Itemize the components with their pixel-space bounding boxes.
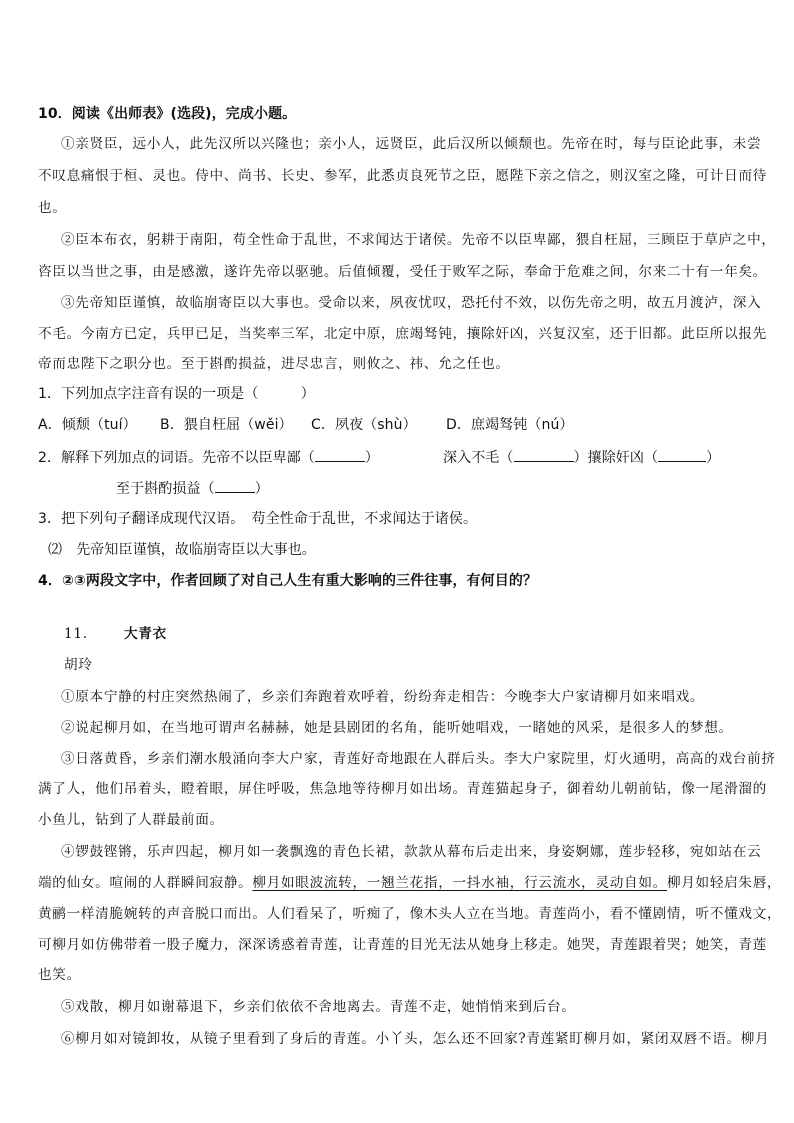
story-para-4-line-2-a: 端的仙女。喧闹的人群瞬间寂静。 <box>38 875 253 891</box>
sub-question-1-option-d: D．庶竭驽钝（nú） <box>446 417 574 433</box>
story-para-4-line-2-b: 柳月如轻启朱唇， <box>666 875 782 891</box>
sub-question-4: 4．②③两段文字中，作者回顾了对自己人生有重大影响的三件往事，有何目的？ <box>38 573 538 589</box>
story-para-3-line-3: 小鱼儿，钻到了人群最前面。 <box>38 812 224 828</box>
passage-para-1-line-2: 不叹息痛恨于桓、灵也。侍中、尚书、长史、参军，此悉贞良死节之臣，愿陛下亲之信之，则汉室之隆，可计日而待 <box>38 168 767 184</box>
sub-question-2-line-1b <box>443 447 720 467</box>
story-para-3-line-2: 满了人，他们吊着头，瞪着眼，屏住呼吸，焦急地等待柳月如出场。青莲猫起身子，御着幼儿朝前钻，像一尾滑溜的 <box>38 781 767 797</box>
question-11-number: 11. <box>64 626 88 642</box>
sub-question-1-option-b: B．猥自枉屈（wěi） <box>160 417 293 433</box>
story-para-5: ⑤戏散，柳月如谢幕退下，乡亲们依依不舍地离去。青莲不走，她悄悄来到后台。 <box>61 999 576 1015</box>
sub-question-2-line-1 <box>38 447 379 467</box>
passage-para-2-line-2: 咨臣以当世之事，由是感激，遂许先帝以驱驰。后值倾覆，受任于败军之际，奉命于危难之间，尔来二十有一年矣。 <box>38 264 767 280</box>
sub-question-2-item-2: 深入不毛（ <box>443 450 514 466</box>
answer-blank-1[interactable] <box>315 447 365 462</box>
story-para-4-line-4: 可柳月如仿佛带着一股子魔力，深深诱惑着青莲，让青莲的目光无法从她身上移走。她哭，青莲跟着哭；她笑，青莲 <box>38 937 767 953</box>
answer-blank-3[interactable] <box>658 447 706 462</box>
passage-para-3-line-3: 帝而忠陛下之职分也。至于斟酌损益，进尽忠言，则攸之、祎、允之任也。 <box>38 356 510 372</box>
story-para-4-line-5: 也笑。 <box>38 967 81 983</box>
question-10-title: 10．阅读《出师表》(选段)，完成小题。 <box>38 106 297 122</box>
sub-question-2-prefix: 2．解释下列加点的词语。先帝不以臣卑鄙（ <box>38 450 315 466</box>
story-para-1: ①原本宁静的村庄突然热闹了，乡亲们奔跑着欢呼着，纷纷奔走相告：今晚李大户家请柳月如来唱戏。 <box>61 689 705 705</box>
close-paren: ） <box>706 450 721 466</box>
sub-question-1: 1．下列加点字注音有误的一项是（ ） <box>38 386 315 402</box>
question-11-title: 大青衣 <box>124 626 167 642</box>
story-para-2: ②说起柳月如，在当地可谓声名赫赫，她是县剧团的名角，能听她唱戏，一睹她的风采，是很多人的梦想。 <box>61 720 733 736</box>
story-para-4-line-3: 黄鹂一样清脆婉转的声音脱口而出。人们看呆了，听痴了，像木头人立在当地。青莲尚小，看不懂剧情，听不懂戏文， <box>38 906 782 922</box>
story-para-6-line-1: ⑥柳月如对镜卸妆，从镜子里看到了身后的青莲。小丫头，怎么还不回家?青莲紧盯柳月如，紧闭双唇不语。柳月 <box>61 1031 770 1047</box>
question-11-author: 胡玲 <box>64 657 93 673</box>
close-paren: ） <box>364 450 380 466</box>
answer-blank-4[interactable] <box>215 478 255 493</box>
passage-para-2-line-1: ②臣本布衣，躬耕于南阳，苟全性命于乱世，不求闻达于诸侯。先帝不以臣卑鄙，猥自枉屈，三顾臣于草庐之中， <box>61 232 776 248</box>
close-paren: ） <box>254 481 269 497</box>
underlined-sentence: 柳月如眼波流转，一翘兰花指，一抖水袖，行云流水，灵动自如。 <box>252 875 667 891</box>
story-para-4-line-1: ④锣鼓铿锵，乐声四起，柳月如一袭飘逸的青色长裙，款款从幕布后走出来，身姿婀娜，莲步轻移，宛如站在云 <box>61 844 762 860</box>
story-para-3-line-1: ③日落黄昏，乡亲们潮水般涌向李大户家，青莲好奇地跟在人群后头。李大户家院里，灯火通明，高高的戏台前挤 <box>61 751 776 767</box>
passage-para-1-line-1: ①亲贤臣，远小人，此先汉所以兴隆也；亲小人，远贤臣，此后汉所以倾颓也。先帝在时，每与臣论此事，未尝 <box>61 136 762 152</box>
story-para-4-line-2 <box>38 874 781 892</box>
sub-question-1-option-c: C．夙夜（shù） <box>311 417 417 433</box>
sub-question-2-item-3: ）攘除奸凶（ <box>573 450 659 466</box>
passage-para-1-line-3: 也。 <box>38 200 67 216</box>
passage-para-3-line-1: ③先帝知臣谨慎，故临崩寄臣以大事也。受命以来，夙夜忧叹，恐托付不效，以伤先帝之明，故五月渡泸，深入 <box>61 295 762 311</box>
answer-blank-2[interactable] <box>514 447 574 462</box>
sub-question-2-item-4: 至于斟酌损益（ <box>116 481 215 497</box>
sub-question-3-item-2: ⑵ 先帝知臣谨慎，故临崩寄臣以大事也。 <box>48 542 316 558</box>
sub-question-2-line-2 <box>116 478 269 498</box>
sub-question-3: 3．把下列句子翻译成现代汉语。 苟全性命于乱世，不求闻达于诸侯。 <box>38 511 478 527</box>
sub-question-1-option-a: A．倾颓（tuí） <box>38 417 137 433</box>
passage-para-3-line-2: 不毛。今南方已定，兵甲已足，当奖率三军，北定中原，庶竭驽钝，攘除奸凶，兴复汉室，还于旧都。此臣所以报先 <box>38 326 767 342</box>
